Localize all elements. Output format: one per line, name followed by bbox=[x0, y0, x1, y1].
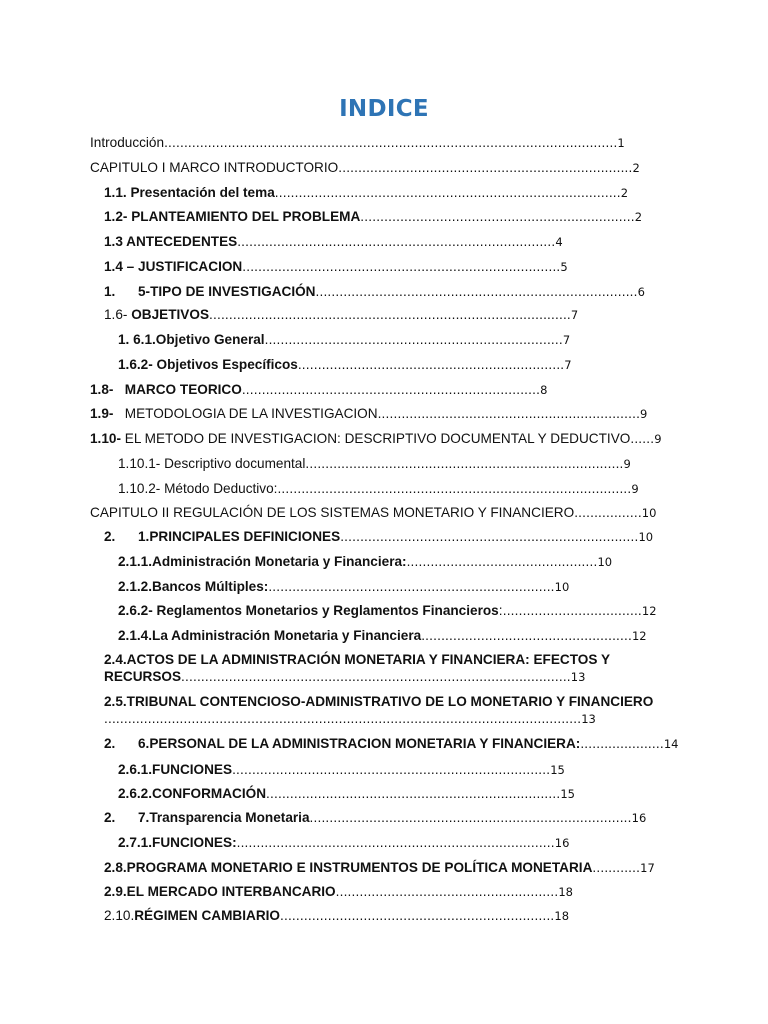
toc-leader: .................................................................................................................. bbox=[164, 135, 618, 150]
toc-entry-1-9[interactable] bbox=[90, 405, 647, 423]
toc-page: 4 bbox=[555, 235, 563, 249]
toc-page: 13 bbox=[570, 670, 586, 684]
toc-leader: ................................................................................ bbox=[232, 762, 551, 777]
toc-leader: ........................................................................... bbox=[340, 529, 639, 544]
toc-label: RÉGIMEN CAMBIARIO bbox=[134, 908, 280, 923]
toc-page: 16 bbox=[631, 811, 647, 825]
toc-label: JUSTIFICACION bbox=[138, 259, 243, 274]
toc-label: OBJETIVOS bbox=[131, 307, 210, 322]
toc-leader: ................................................................................ bbox=[236, 835, 555, 850]
toc-page: 13 bbox=[581, 712, 596, 726]
toc-entry-2-4-line2[interactable] bbox=[104, 668, 585, 686]
toc-label: 2.4.ACTOS DE LA ADMINISTRACIÓN MONETARIA Y FINANCIERA: EFECTOS Y bbox=[104, 652, 611, 667]
toc-entry-2-9[interactable] bbox=[104, 883, 573, 901]
toc-label: 1.10.2- Método Deductivo: bbox=[118, 481, 278, 496]
toc-page: 7 bbox=[562, 333, 571, 347]
toc-label: 7.Transparencia Monetaria bbox=[138, 810, 310, 825]
toc-entry-2-5-line1[interactable] bbox=[104, 693, 653, 710]
toc-entry-2-1-4[interactable] bbox=[118, 627, 647, 645]
toc-number: 1.6.2- bbox=[118, 357, 157, 372]
toc-entry-2-10[interactable] bbox=[104, 907, 569, 925]
toc-label: Objetivos Específicos bbox=[156, 357, 298, 372]
toc-entry-1-10[interactable] bbox=[90, 430, 662, 448]
toc-entry-2-5-line2[interactable] bbox=[104, 710, 596, 728]
toc-number: 1.9- bbox=[90, 406, 125, 421]
page-title: INDICE bbox=[339, 96, 429, 122]
toc-leader: ....................................................................................... bbox=[274, 185, 621, 200]
toc-page: 2 bbox=[632, 161, 640, 175]
toc-page: 18 bbox=[558, 885, 573, 899]
toc-number: 1.3 bbox=[104, 234, 127, 249]
toc-label: PLANTEAMIENTO DEL PROBLEMA bbox=[131, 209, 361, 224]
toc-entry-1-3[interactable] bbox=[104, 233, 563, 251]
toc-label: 2.1.2.Bancos Múltiples: bbox=[118, 579, 269, 594]
toc-entry-1-2[interactable] bbox=[104, 208, 642, 226]
toc-leader: ........................................................................................................................ bbox=[104, 711, 582, 726]
toc-label: 2.5.TRIBUNAL CONTENCIOSO-ADMINISTRATIVO DE LO MONETARIO Y FINANCIERO bbox=[104, 694, 654, 709]
toc-page: 7 bbox=[570, 308, 579, 322]
toc-leader: ......................................................................................... bbox=[277, 481, 632, 496]
toc-number: 1.6- bbox=[104, 307, 132, 322]
toc-label: 2.9.EL MERCADO INTERBANCARIO bbox=[104, 884, 336, 899]
toc-leader: .......................................................................... bbox=[266, 786, 561, 801]
toc-page: 2 bbox=[634, 210, 643, 224]
toc-label: ANTECEDENTES bbox=[126, 234, 238, 249]
toc-leader: ................................................................................ bbox=[305, 456, 624, 471]
toc-leader: ........................................................................ bbox=[268, 579, 555, 594]
toc-label: 2.6.1.FUNCIONES bbox=[118, 762, 233, 777]
toc-entry-2-7[interactable] bbox=[104, 809, 646, 827]
toc-number: 1.2- bbox=[104, 209, 132, 224]
toc-entry-1-8[interactable] bbox=[90, 381, 547, 399]
toc-page: 10 bbox=[597, 555, 613, 569]
toc-label: EL METODO DE INVESTIGACION: DESCRIPTIVO DOCUMENTAL Y DEDUCTIVO bbox=[124, 431, 631, 446]
toc-page: 7 bbox=[564, 358, 572, 372]
toc-page: 16 bbox=[554, 836, 570, 850]
toc-page: 10 bbox=[641, 506, 657, 520]
toc-entry-2-1[interactable] bbox=[104, 528, 653, 546]
toc-label: METODOLOGIA DE LA INVESTIGACION bbox=[124, 406, 378, 421]
toc-entry-2-1-2[interactable] bbox=[118, 578, 569, 596]
toc-leader: ................................................................... bbox=[297, 357, 565, 372]
toc-number: 2. bbox=[104, 810, 138, 825]
toc-entry-2-6-1[interactable] bbox=[118, 761, 565, 779]
toc-number: 1.4 – bbox=[104, 259, 139, 274]
toc-number: 1.10- bbox=[90, 431, 125, 446]
toc-label: 2.1.4.La Administración Monetaria y Financiera bbox=[118, 628, 422, 643]
toc-label-continued: RECURSOS bbox=[104, 669, 182, 684]
toc-page: 10 bbox=[638, 530, 654, 544]
toc-entry-2-4-line1[interactable] bbox=[104, 651, 610, 668]
toc-label: Introducción bbox=[90, 135, 165, 150]
toc-leader: .................................................................. bbox=[377, 406, 641, 421]
toc-page: 12 bbox=[631, 629, 647, 643]
toc-entry-1-10-2[interactable] bbox=[118, 480, 639, 498]
toc-page: 15 bbox=[550, 763, 565, 777]
toc-leader: ................................................................................. bbox=[315, 284, 638, 299]
toc-entry-capitulo-1[interactable] bbox=[90, 159, 640, 177]
toc-leader: :................................... bbox=[498, 603, 642, 618]
toc-leader: .................................................................................................. bbox=[181, 669, 571, 684]
toc-leader: ................................................ bbox=[406, 554, 598, 569]
toc-page: 5 bbox=[560, 260, 568, 274]
toc-entry-2-1-1[interactable] bbox=[118, 553, 612, 571]
toc-leader: .......................................................................... bbox=[338, 160, 633, 175]
toc-entry-1-10-1[interactable] bbox=[118, 455, 631, 473]
toc-entry-1-6[interactable] bbox=[104, 306, 578, 324]
toc-leader: ..................... bbox=[580, 736, 664, 751]
toc-page: 6 bbox=[637, 285, 645, 299]
toc-entry-2-8[interactable] bbox=[104, 859, 655, 877]
toc-label: 2.1.1.Administración Monetaria y Financiera: bbox=[118, 554, 407, 569]
toc-label: 2.6.2- Reglamentos Monetarios y Reglamentos Financieros bbox=[118, 603, 499, 618]
toc-entry-1-6-1[interactable] bbox=[118, 331, 570, 349]
toc-number: 2. bbox=[104, 736, 138, 751]
toc-number: 2.10. bbox=[104, 908, 135, 923]
toc-label: CAPITULO I MARCO INTRODUCTORIO bbox=[90, 160, 339, 175]
toc-label: 2.7.1.FUNCIONES: bbox=[118, 835, 237, 850]
toc-leader: ........................................................ bbox=[335, 884, 559, 899]
toc-label: MARCO TEORICO bbox=[124, 382, 242, 397]
toc-page: 9 bbox=[654, 432, 662, 446]
toc-page: 12 bbox=[641, 604, 657, 618]
toc-entry-1-4[interactable] bbox=[104, 258, 568, 276]
toc-label: 5-TIPO DE INVESTIGACIÓN bbox=[138, 284, 316, 299]
toc-page: 1 bbox=[617, 136, 625, 150]
toc-page: 18 bbox=[554, 909, 570, 923]
toc-number: 1. bbox=[104, 284, 138, 299]
toc-page: 8 bbox=[540, 383, 548, 397]
toc-entry-1-5[interactable] bbox=[104, 283, 645, 301]
toc-leader: ............ bbox=[592, 860, 641, 875]
toc-page: 14 bbox=[663, 737, 679, 751]
toc-leader: ........................................................................... bbox=[241, 382, 541, 397]
toc-label: 1.PRINCIPALES DEFINICIONES bbox=[138, 529, 341, 544]
toc-entry-1-6-2[interactable] bbox=[118, 356, 572, 374]
toc-page: 15 bbox=[560, 787, 575, 801]
toc-entry-2-6-2[interactable] bbox=[118, 785, 575, 803]
toc-label: 2.8.PROGRAMA MONETARIO E INSTRUMENTOS DE POLÍTICA MONETARIA bbox=[104, 860, 593, 875]
toc-label: CAPITULO II REGULACIÓN DE LOS SISTEMAS MONETARIO Y FINANCIERO bbox=[90, 505, 575, 520]
toc-label: Presentación del tema bbox=[130, 185, 275, 200]
toc-page: 17 bbox=[640, 861, 655, 875]
toc-number: 1.8- bbox=[90, 382, 125, 397]
toc-label: 1.10.1- Descriptivo documental bbox=[118, 456, 306, 471]
toc-entry-2-6[interactable] bbox=[104, 735, 678, 753]
toc-entry-2-7-1[interactable] bbox=[118, 834, 569, 852]
toc-entry-1-1[interactable] bbox=[104, 184, 628, 202]
toc-leader: ........................................................................................... bbox=[209, 307, 571, 322]
toc-leader: ................. bbox=[574, 505, 642, 520]
toc-label: 6.PERSONAL DE LA ADMINISTRACION MONETARIA Y FINANCIERA: bbox=[138, 736, 581, 751]
toc-number: 2. bbox=[104, 529, 138, 544]
toc-leader: ........................................................................... bbox=[264, 332, 563, 347]
toc-entry-introduccion[interactable] bbox=[90, 134, 625, 152]
toc-leader: ................................................................................ bbox=[242, 259, 561, 274]
toc-leader: ................................................................................ bbox=[237, 234, 556, 249]
toc-leader: ...... bbox=[630, 431, 655, 446]
toc-leader: ..................................................... bbox=[421, 628, 632, 643]
toc-label: 2.6.2.CONFORMACIÓN bbox=[118, 786, 267, 801]
toc-page: 10 bbox=[554, 580, 570, 594]
toc-page: 9 bbox=[640, 407, 648, 421]
toc-leader: ..................................................................... bbox=[280, 908, 555, 923]
toc-leader: ................................................................................. bbox=[309, 810, 632, 825]
toc-page: 2 bbox=[620, 186, 629, 200]
toc-page: 9 bbox=[623, 457, 631, 471]
toc-entry-2-6-2-reglamentos[interactable] bbox=[118, 602, 657, 620]
toc-number: 1.1. bbox=[104, 185, 131, 200]
toc-number: 1. bbox=[118, 332, 134, 347]
toc-entry-capitulo-2[interactable] bbox=[90, 504, 656, 522]
toc-leader: ..................................................................... bbox=[360, 209, 635, 224]
toc-label: 6.1.Objetivo General bbox=[133, 332, 265, 347]
toc-page: 9 bbox=[631, 482, 639, 496]
